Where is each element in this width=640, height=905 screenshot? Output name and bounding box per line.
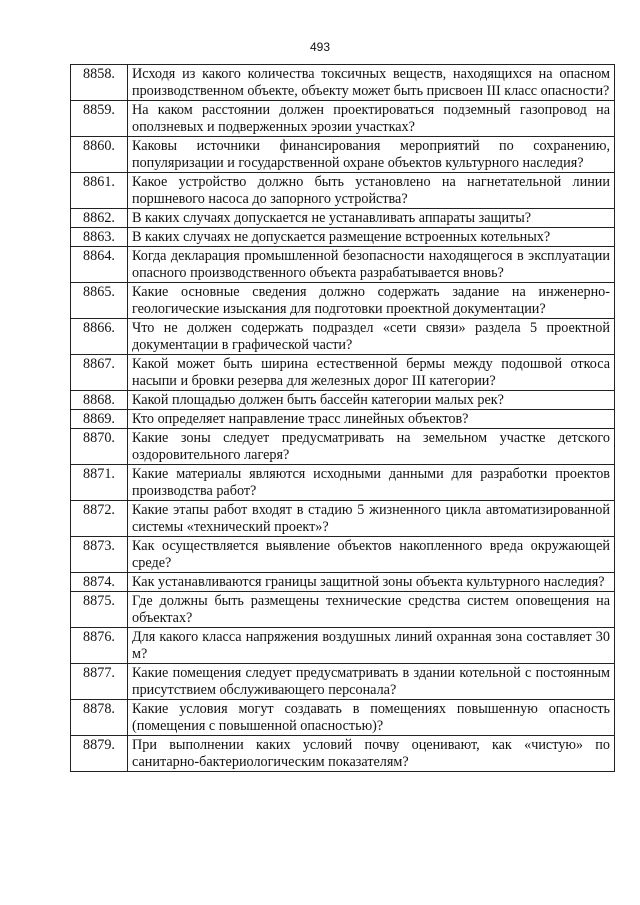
question-text: Исходя из какого количества токсичных веществ, находящихся на опасном производственном объекте, объекту может быть присвоен III класс опасности? [128, 65, 615, 101]
table-row [71, 228, 615, 247]
table-row [71, 537, 615, 573]
question-number: 8866. [71, 319, 128, 355]
question-text: При выполнении каких условий почву оценивают, как «чистую» по санитарно-бактериологическим показателям? [128, 736, 615, 772]
question-number: 8865. [71, 283, 128, 319]
question-text: В каких случаях допускается не устанавливать аппараты защиты? [128, 209, 615, 228]
table-row [71, 592, 615, 628]
table-row [71, 628, 615, 664]
table-row [71, 429, 615, 465]
table-row [71, 137, 615, 173]
question-number: 8873. [71, 537, 128, 573]
table-row [71, 700, 615, 736]
question-number: 8879. [71, 736, 128, 772]
question-text: Каковы источники финансирования мероприятий по сохранению, популяризации и государственной охране объектов культурного наследия? [128, 137, 615, 173]
table-row [71, 101, 615, 137]
question-number: 8868. [71, 391, 128, 410]
table-row [71, 283, 615, 319]
question-number: 8875. [71, 592, 128, 628]
table-row [71, 501, 615, 537]
table-row [71, 209, 615, 228]
table-row [71, 410, 615, 429]
question-number: 8878. [71, 700, 128, 736]
question-text: Где должны быть размещены технические средства систем оповещения на объектах? [128, 592, 615, 628]
questions-table [70, 64, 615, 772]
question-text: Как осуществляется выявление объектов накопленного вреда окружающей среде? [128, 537, 615, 573]
question-number: 8876. [71, 628, 128, 664]
table-row [71, 573, 615, 592]
question-text: Какие условия могут создавать в помещениях повышенную опасность (помещения с повышенной опасностью)? [128, 700, 615, 736]
table-row [71, 465, 615, 501]
question-text: Что не должен содержать подраздел «сети связи» раздела 5 проектной документации в графической части? [128, 319, 615, 355]
table-row [71, 319, 615, 355]
table-row [71, 247, 615, 283]
question-number: 8863. [71, 228, 128, 247]
question-text: Какие материалы являются исходными данными для разработки проектов производства работ? [128, 465, 615, 501]
table-row [71, 65, 615, 101]
question-text: Какие этапы работ входят в стадию 5 жизненного цикла автоматизированной системы «технический проект»? [128, 501, 615, 537]
question-text: Для какого класса напряжения воздушных линий охранная зона составляет 30 м? [128, 628, 615, 664]
table-row [71, 391, 615, 410]
question-number: 8867. [71, 355, 128, 391]
question-text: Кто определяет направление трасс линейных объектов? [128, 410, 615, 429]
question-text: Какой площадью должен быть бассейн категории малых рек? [128, 391, 615, 410]
question-number: 8871. [71, 465, 128, 501]
page-number: 493 [309, 40, 331, 54]
question-number: 8862. [71, 209, 128, 228]
question-number: 8860. [71, 137, 128, 173]
question-number: 8861. [71, 173, 128, 209]
question-text: Какой может быть ширина естественной бермы между подошвой откоса насыпи и бровки резерва для железных дорог III категории? [128, 355, 615, 391]
question-text: В каких случаях не допускается размещение встроенных котельных? [128, 228, 615, 247]
table-row [71, 173, 615, 209]
question-text: Когда декларация промышленной безопасности находящегося в эксплуатации опасного производственного объекта разрабатывается вновь? [128, 247, 615, 283]
question-number: 8870. [71, 429, 128, 465]
table-row [71, 736, 615, 772]
question-number: 8858. [71, 65, 128, 101]
question-number: 8874. [71, 573, 128, 592]
question-text: Какие помещения следует предусматривать в здании котельной с постоянным присутствием обслуживающего персонала? [128, 664, 615, 700]
question-text: Какие основные сведения должно содержать задание на инженерно-геологические изыскания для подготовки проектной документации? [128, 283, 615, 319]
question-text: Как устанавливаются границы защитной зоны объекта культурного наследия? [128, 573, 615, 592]
question-number: 8869. [71, 410, 128, 429]
question-text: На каком расстоянии должен проектироваться подземный газопровод на оползневых и подверженных эрозии участках? [128, 101, 615, 137]
table-row [71, 355, 615, 391]
question-text: Какие зоны следует предусматривать на земельном участке детского оздоровительного лагеря? [128, 429, 615, 465]
table-row [71, 664, 615, 700]
question-number: 8877. [71, 664, 128, 700]
question-number: 8864. [71, 247, 128, 283]
question-number: 8872. [71, 501, 128, 537]
question-number: 8859. [71, 101, 128, 137]
question-text: Какое устройство должно быть установлено на нагнетательной линии поршневого насоса до запорного устройства? [128, 173, 615, 209]
